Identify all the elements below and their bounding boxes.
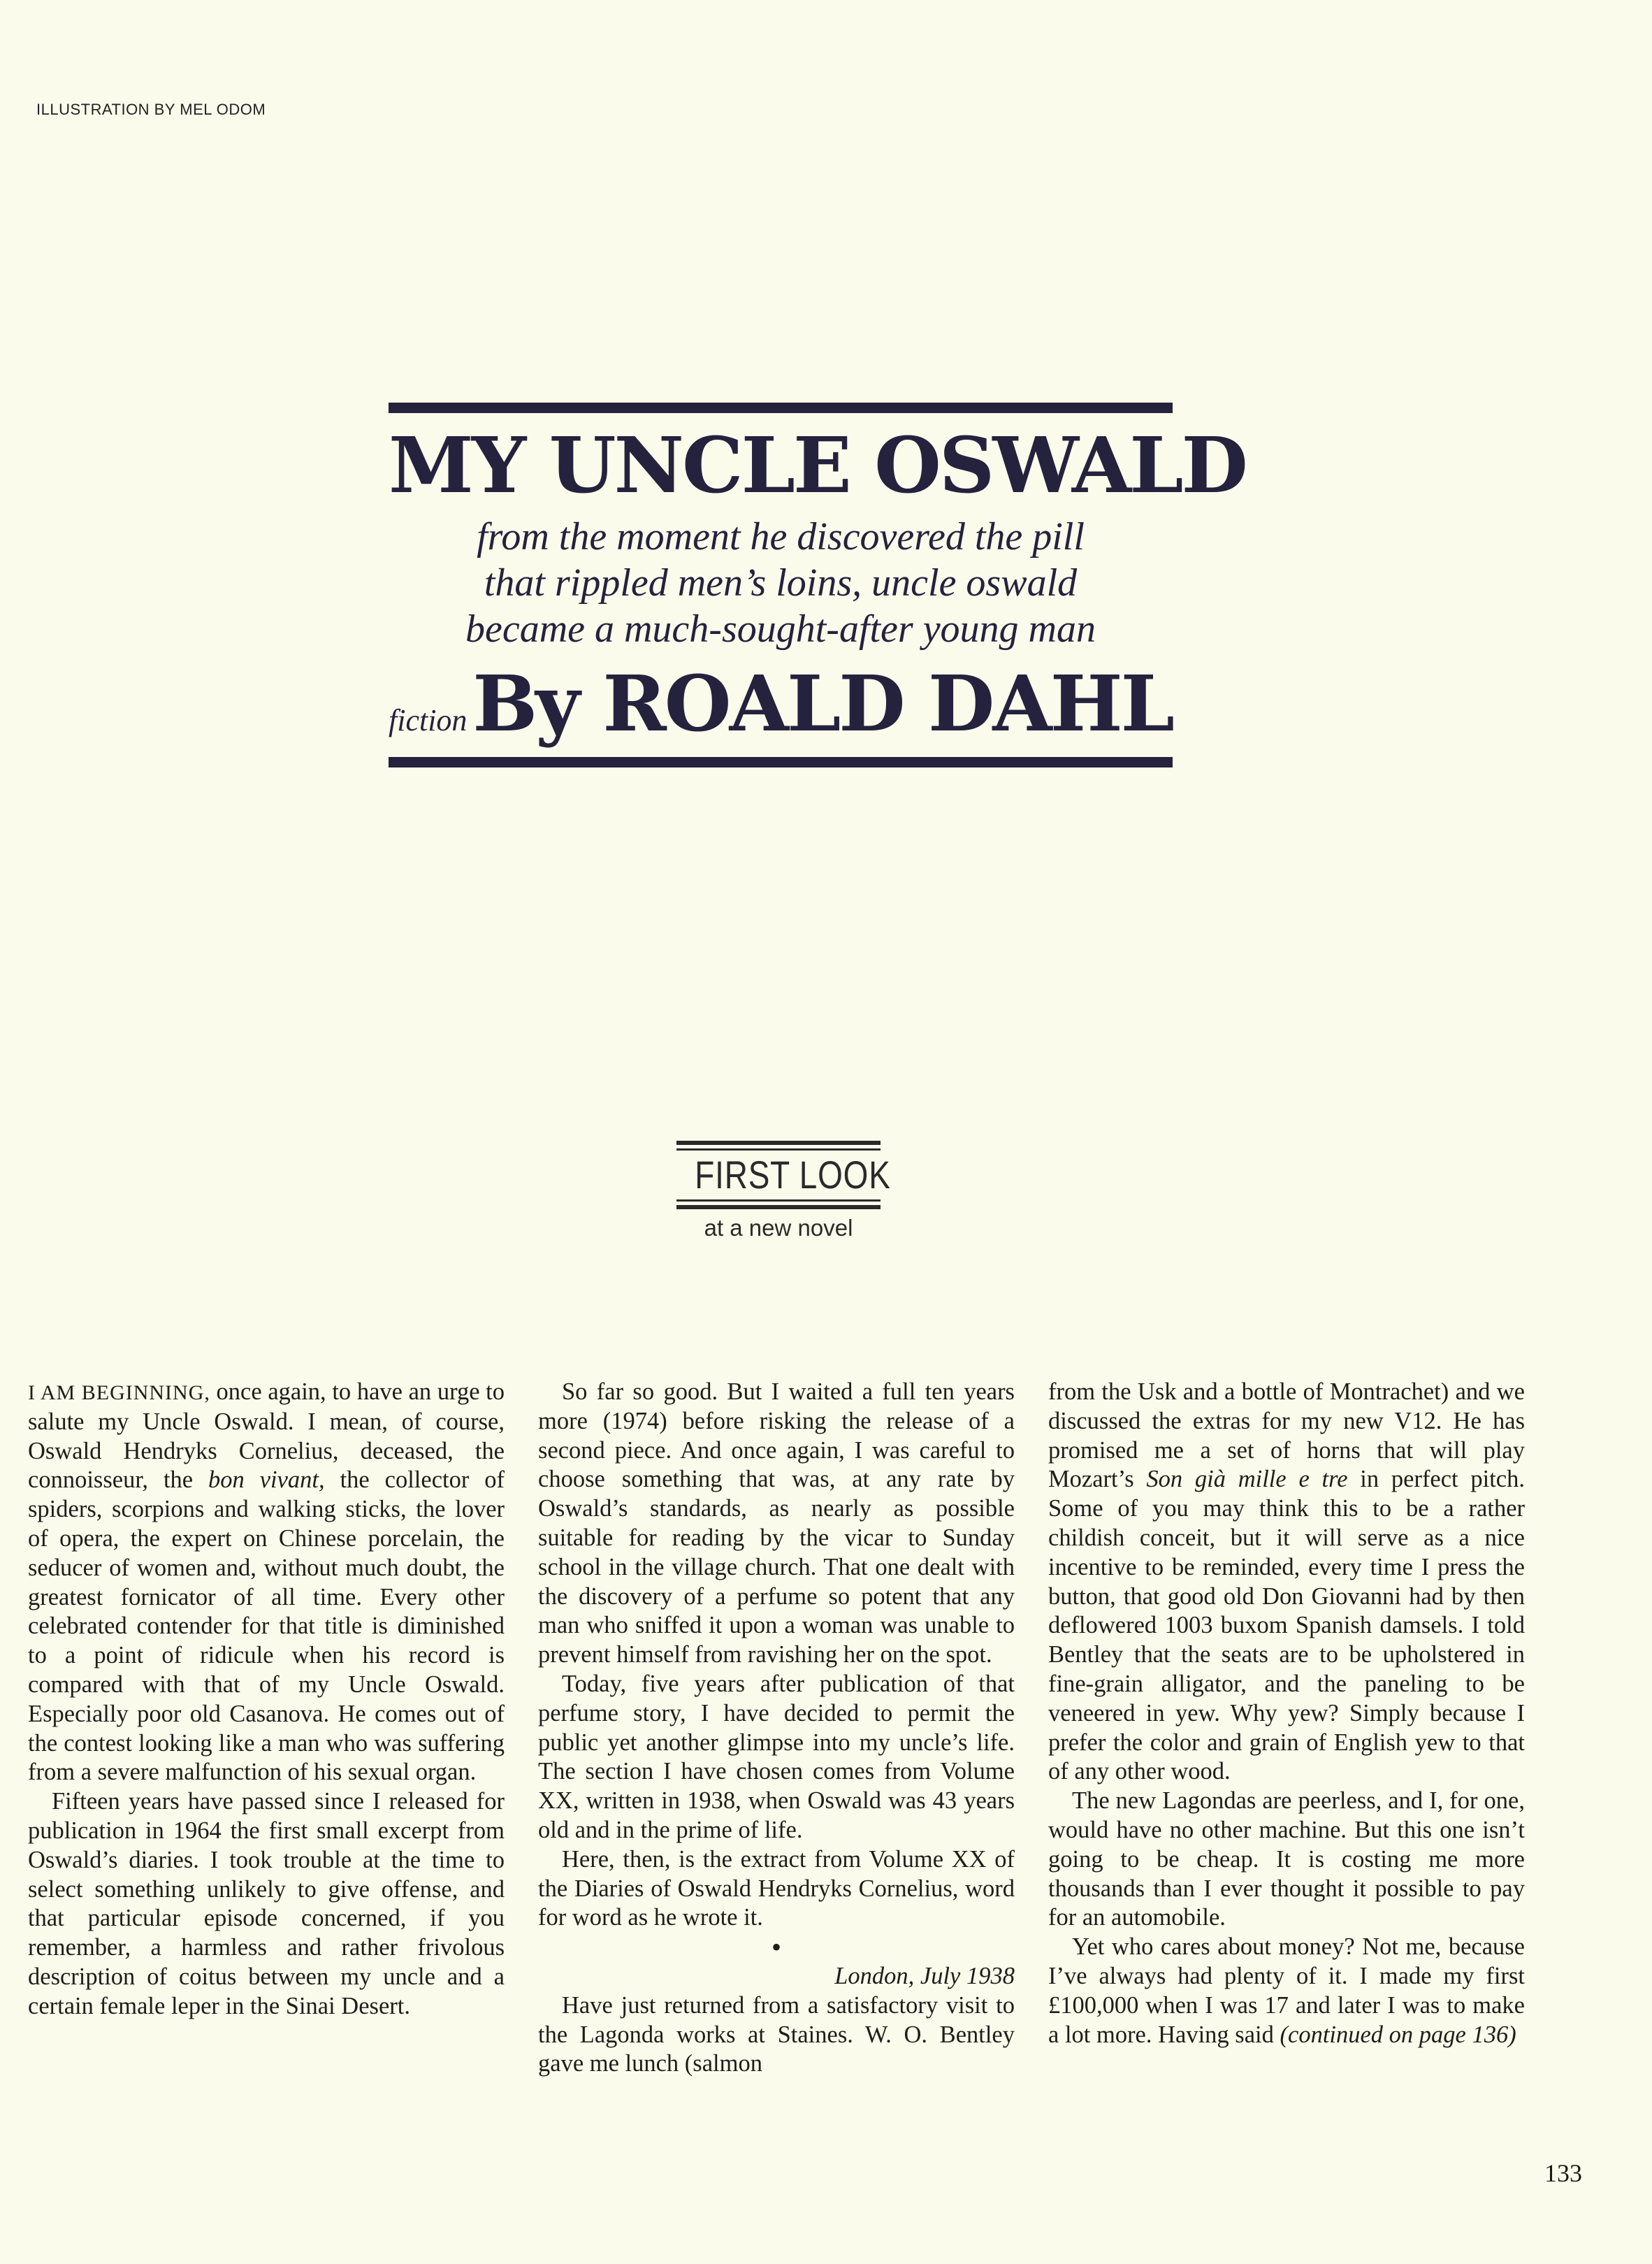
top-rule: [389, 403, 1173, 413]
author-byline: By ROALD DAHL: [472, 658, 1173, 749]
byline: [389, 658, 1173, 749]
badge-rule: [676, 1205, 881, 1209]
subtitle-line: that rippled men’s loins, uncle oswald: [484, 561, 1078, 605]
column-3: [1048, 1378, 1525, 2049]
title-block: [389, 403, 1246, 767]
lead-in: I AM BEGINNING,: [28, 1381, 210, 1404]
subtitle-line: from the moment he discovered the pill: [477, 515, 1085, 558]
paragraph: Here, then, is the extract from Volume XX of the Diaries of Oswald Hendryks Cornelius, word for word as he wrote it.: [538, 1845, 1015, 1931]
paragraph: [1048, 1378, 1525, 1787]
text-run: once again, to have an urge to salute my Uncle Oswald. I mean, of course, Oswald Hendryks Cornelius, deceased, the connoisseur, the: [28, 1378, 505, 1494]
paragraph: So far so good. But I waited a full ten years more (1974) before risking the release of a second piece. And once again, I was careful to choose something that was, at any rate by Oswald’s standards, as nearly as possible suitable for reading by the vicar to Sunday school in the village church. That one dealt with the discovery of a perfume so potent that any man who sniffed it upon a woman was unable to prevent himself from ravishing her on the spot.: [538, 1378, 1015, 1668]
dateline: London, July 1938: [834, 1962, 1015, 1989]
paragraph: The new Lagondas are peerless, and I, for one, would have no other machine. But this one isn’t going to be cheap. It is costing me more thousands than I ever thought it possible to pay for an automobile.: [1048, 1787, 1525, 1931]
text-run: Yet who cares about money? Not me, because I’ve always had plenty of it. I made my first £100,000 when I was 17 and later I was to make a lot more. Having said: [1048, 1933, 1525, 2048]
paragraph: [28, 1378, 505, 1787]
italic-run: Son già mille e tre: [1146, 1466, 1348, 1493]
paragraph: Fifteen years have passed since I released for publication in 1964 the first small excerpt from Oswald’s diaries. I took trouble at the time to select something unlikely to give offense, and that particular episode concerned, if you remember, a harmless and rather frivolous description of coitus between my uncle and a certain female leper in the Sinai Desert.: [28, 1788, 505, 2019]
bottom-rule: [389, 757, 1173, 767]
badge-label: FIRST LOOK: [695, 1153, 891, 1197]
paragraph: Have just returned from a satisfactory visit to the Lagonda works at Staines. W. O. Bentley gave me lunch (salmon: [538, 1991, 1015, 2077]
badge-rule: [676, 1199, 881, 1202]
genre-label: fiction: [389, 703, 468, 737]
subtitle-line: became a much-sought-after young man: [465, 607, 1096, 651]
article-subtitle: [389, 514, 1173, 652]
badge-rule: [676, 1141, 881, 1145]
section-bullet: •: [771, 1931, 781, 1963]
paragraph: [1048, 1933, 1525, 2049]
badge-subtitle: at a new novel: [704, 1215, 853, 1241]
page-number: 133: [1544, 2159, 1582, 2187]
illustration-credit: ILLUSTRATION BY MEL ODOM: [36, 101, 266, 118]
text-run: from the Usk and a bottle of Montrachet) and we discussed the extras for my new V12. He has promised me a set of horns that will play Mozart’s: [1048, 1378, 1525, 1493]
column-2: [538, 1378, 1015, 2079]
column-1: [28, 1378, 505, 2021]
paragraph: Today, five years after publication of that perfume story, I have decided to permit the public yet another glimpse into my uncle’s life. The section I have chosen comes from Volume XX, written in 1938, when Oswald was 43 years old and in the prime of life.: [538, 1670, 1015, 1843]
italic-run: bon vivant,: [208, 1466, 325, 1494]
text-run: in perfect pitch. Some of you may think this to be a rather childish conceit, but it will serve as a nice incentive to be reminded, every time I press the button, that good old Don Giovanni had by then deflowered 1003 buxom Spanish damsels. I told Bentley that the seats are to be upholstered in fine-grain alligator, and the paneling to be veneered in yew. Why yew? Simply because I prefer the color and grain of English yew to that of any other wood.: [1048, 1466, 1525, 1785]
continued-note: (continued on page 136): [1280, 2021, 1516, 2048]
article-title: MY UNCLE OSWALD: [389, 420, 1246, 510]
first-look-badge: [676, 1141, 891, 1241]
text-run: the collector of spiders, scorpions and walking sticks, the lover of opera, the expert on Chinese porcelain, the seducer of women and, without much doubt, the greatest fornicator of all time. Every other celebrated contender for that title is diminished to a point of ridicule when his record is compared with that of my Uncle Oswald. Especially poor old Casanova. He comes out of the contest looking like a man who was suffering from a severe malfunction of his sexual organ.: [28, 1466, 505, 1786]
